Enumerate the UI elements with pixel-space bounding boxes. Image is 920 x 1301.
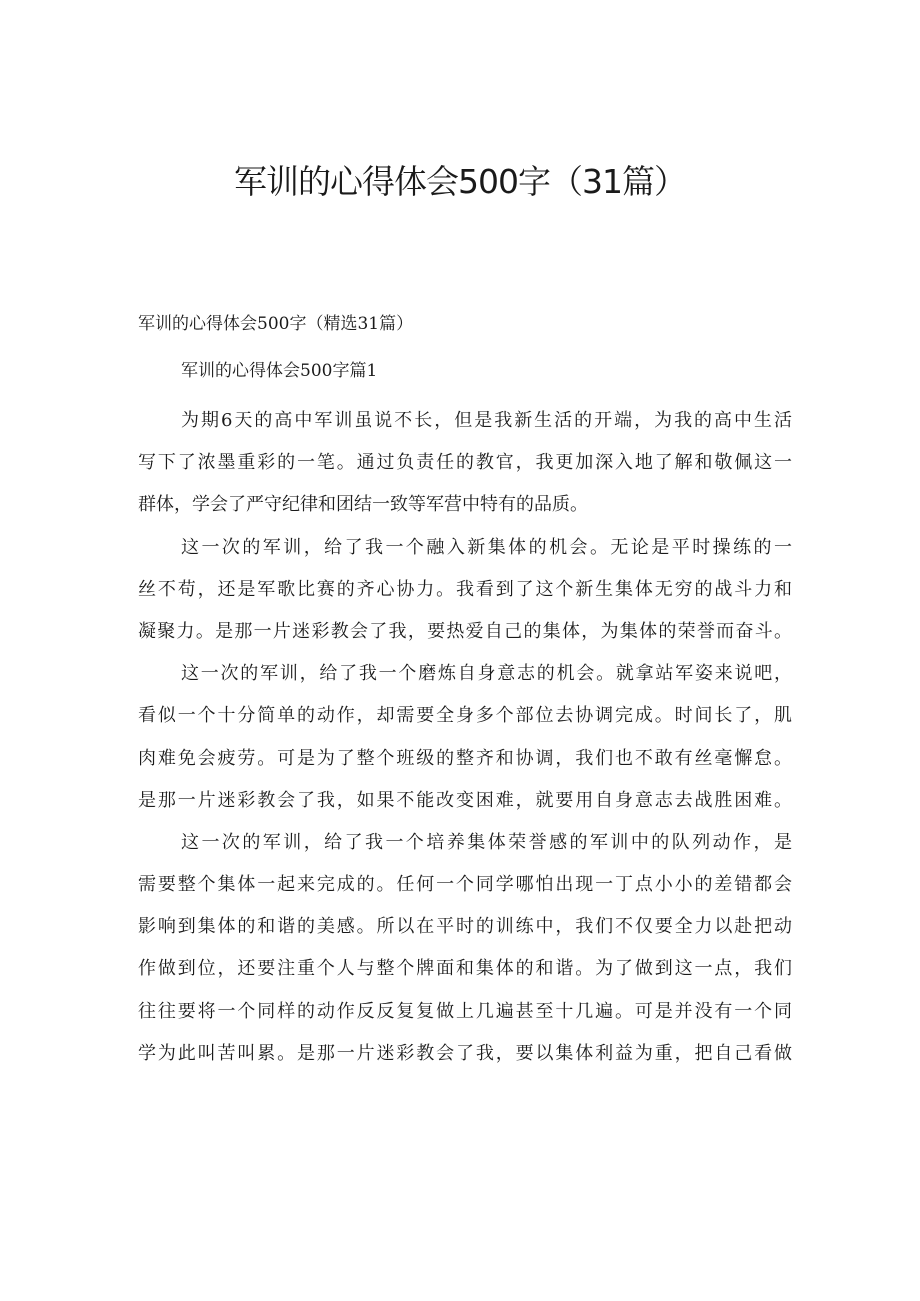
text-line: 往往要将一个同样的动作反反复复做上几遍甚至十几遍。可是并没有一个同 [138,1000,792,1022]
text-line: 凝聚力。是那一片迷彩教会了我，要热爱自己的集体，为集体的荣誉而奋斗。 [138,620,792,642]
text-line: 写下了浓墨重彩的一笔。通过负责任的教官，我更加深入地了解和敬佩这一 [138,452,792,474]
paragraph-4 [138,822,792,1075]
text-line: 作做到位，还要注重个人与整个牌面和集体的和谐。为了做到这一点，我们 [138,958,792,980]
text-line: 学为此叫苦叫累。是那一片迷彩教会了我，要以集体利益为重，把自己看做 [138,1042,792,1064]
document-title: 军训的心得体会500字（31篇） [234,162,686,201]
text-line: 影响到集体的和谐的美感。所以在平时的训练中，我们不仅要全力以赴把动 [138,916,792,938]
text-line: 需要整个集体一起来完成的。任何一个同学哪怕出现一丁点小小的差错都会 [138,874,792,896]
text-line: 这一次的军训，给了我一个磨炼自身意志的机会。就拿站军姿来说吧， [181,663,792,685]
text-line: 这一次的军训，给了我一个融入新集体的机会。无论是平时操练的一 [181,536,792,558]
text-line: 这一次的军训，给了我一个培养集体荣誉感的军训中的队列动作，是 [181,831,792,853]
document-subtitle: 军训的心得体会500字（精选31篇） [138,314,414,334]
text-line: 丝不苟，还是军歌比赛的齐心协力。我看到了这个新生集体无穷的战斗力和 [138,578,792,600]
section-heading: 军训的心得体会500字篇1 [181,361,378,381]
paragraph-1 [138,400,792,527]
paragraph-2 [138,527,792,654]
text-line: 肉难免会疲劳。可是为了整个班级的整齐和协调，我们也不敢有丝毫懈怠。 [138,747,792,769]
text-line: 群体，学会了严守纪律和团结一致等军营中特有的品质。 [138,494,588,516]
paragraph-3 [138,653,792,822]
text-line: 为期6天的高中军训虽说不长，但是我新生活的开端，为我的高中生活 [181,410,792,431]
body-text [138,400,792,1075]
text-line: 是那一片迷彩教会了我，如果不能改变困难，就要用自身意志去战胜困难。 [138,789,792,811]
text-line: 看似一个十分简单的动作，却需要全身多个部位去协调完成。时间长了，肌 [138,705,792,727]
